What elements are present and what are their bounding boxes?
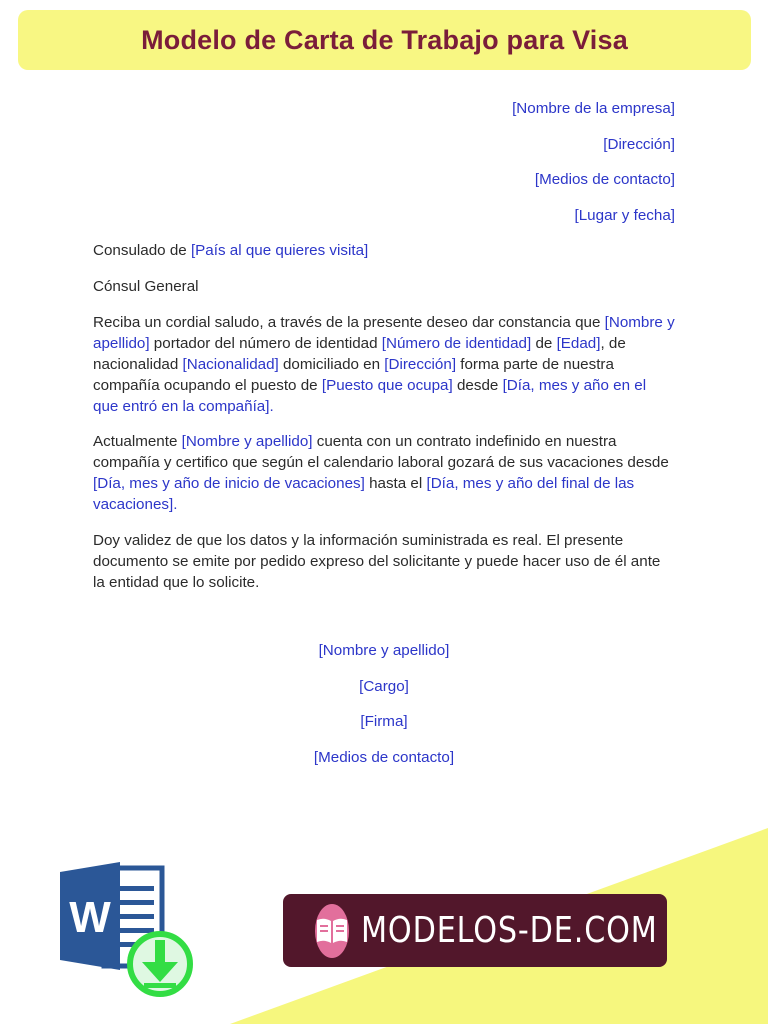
p1-text-6: forma parte de nuestra compañía ocupando el puesto de: [93, 355, 614, 394]
consulate-country-placeholder: [País al que quieres visita]: [190, 242, 369, 260]
brand-logo: [315, 904, 349, 958]
consulate-prefix: Consulado de: [93, 242, 191, 260]
p2-text-2: cuenta con un contrato indefinido en nuestra compañía y certifico que según el calendario laboral gozará de sus vacaciones desde: [93, 433, 669, 472]
p2-text-3: hasta el: [364, 475, 427, 493]
word-document-icon: [58, 858, 194, 1000]
header-contact: [Medios de contacto]: [534, 171, 675, 189]
header-company: [Nombre de la empresa]: [512, 100, 675, 117]
paragraph-3: Doy validez de que los datos y la información suministrada es real. El presente documento se emite por pedido expreso del solicitante y puede hacer uso de él ante la entidad que lo solicite.: [93, 531, 661, 591]
p1-name-placeholder: [Nombre y apellido]: [93, 313, 675, 352]
p1-age-placeholder: [Edad]: [556, 334, 601, 352]
signature-position: [Cargo]: [359, 677, 409, 695]
p2-vacation-start-placeholder: [Día, mes y año de inicio de vacaciones]: [93, 475, 365, 493]
p1-start-date-placeholder: [Día, mes y año en el que entró en la compañía]: [93, 376, 647, 415]
addressee-consulate: [93, 240, 675, 261]
p1-text-7: desde: [452, 376, 503, 394]
p2-name-placeholder: [Nombre y apellido]: [181, 433, 313, 451]
p2-text-4: .: [173, 496, 178, 514]
word-letter: W: [69, 893, 111, 942]
p1-address-placeholder: [Dirección]: [384, 355, 457, 373]
p1-text-3: de: [531, 334, 557, 352]
p1-text-8: .: [269, 397, 274, 415]
letter-body: [93, 98, 675, 607]
signature-contact: [Medios de contacto]: [313, 748, 455, 766]
paragraph-1: [93, 312, 675, 417]
p2-text-1: Actualmente: [93, 433, 182, 451]
p1-id-placeholder: [Número de identidad]: [381, 334, 532, 352]
word-download-badge[interactable]: [58, 858, 194, 1000]
p2-vacation-end-placeholder: [Día, mes y año del final de las vacaciones]: [93, 475, 635, 514]
header-address: [Dirección]: [603, 135, 675, 153]
p1-text-4: , de nacionalidad: [93, 334, 626, 373]
p1-text-1: Reciba un cordial saludo, a través de la presente deseo dar constancia que: [93, 313, 605, 331]
open-book-icon: [315, 917, 349, 945]
addressee-consul: Cónsul General: [93, 277, 199, 295]
title-banner: [18, 10, 751, 70]
p1-text-5: domiciliado en: [278, 355, 385, 373]
page-title: Modelo de Carta de Trabajo para Visa: [141, 24, 628, 55]
brand-name: MODELOS-DE.COM: [361, 910, 658, 951]
download-arrow-icon: [130, 934, 190, 994]
brand-badge[interactable]: [283, 894, 667, 967]
signature-sign: [Firma]: [360, 713, 408, 731]
header-place-date: [Lugar y fecha]: [574, 206, 675, 224]
p1-text-2: portador del número de identidad: [149, 334, 382, 352]
signature-block: [93, 640, 675, 782]
p1-position-placeholder: [Puesto que ocupa]: [321, 376, 453, 394]
paragraph-2: [93, 431, 675, 515]
p1-nationality-placeholder: [Nacionalidad]: [182, 355, 279, 373]
signature-name: [Nombre y apellido]: [318, 642, 450, 659]
